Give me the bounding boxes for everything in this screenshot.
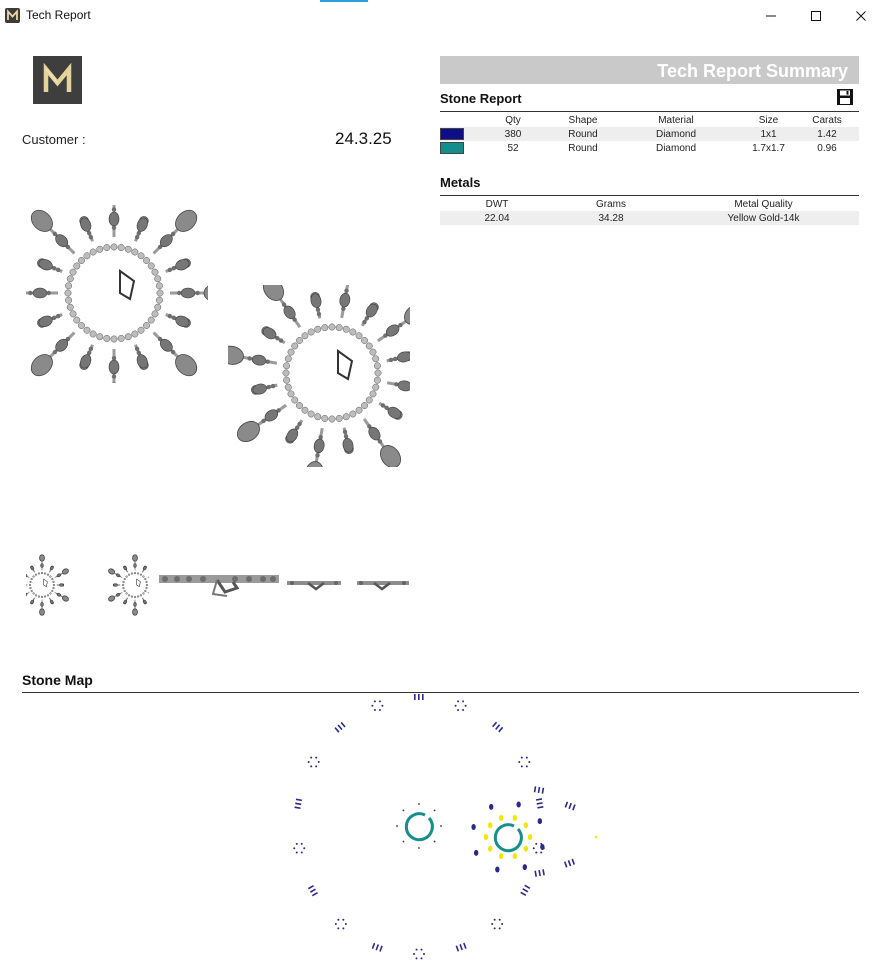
- thumbnail-front-view[interactable]: [26, 542, 78, 628]
- metal-quality-column-header: Metal Quality: [734, 198, 793, 210]
- metal-dwt: 22.04: [440, 211, 554, 225]
- report-date: 24.3.25: [335, 129, 392, 148]
- table-row[interactable]: [440, 211, 859, 225]
- stone-carats: 1.42: [795, 127, 859, 141]
- tech-report-summary-banner: Tech Report Summary: [440, 56, 859, 84]
- stone-shape: Round: [556, 127, 610, 141]
- stone-material: Diamond: [655, 142, 697, 154]
- metals-header-row: [440, 197, 859, 211]
- stone-material: Diamond: [610, 127, 742, 141]
- stone-qty: 52: [507, 142, 519, 154]
- size-column-header: Size: [758, 114, 779, 126]
- qty-column-header: Qty: [505, 114, 521, 126]
- shape-column-header: Shape: [568, 114, 598, 126]
- save-icon[interactable]: [836, 88, 854, 106]
- maximize-button[interactable]: [793, 0, 839, 31]
- table-row[interactable]: [440, 127, 859, 141]
- close-button[interactable]: [838, 0, 878, 31]
- maximize-icon: [810, 10, 822, 22]
- stone-report-table: [440, 113, 859, 155]
- title-bar: [0, 0, 878, 31]
- stone-size: 1.7x1.7: [752, 142, 785, 154]
- window-title: Tech Report: [26, 8, 91, 22]
- stone-map-title: Stone Map: [22, 672, 93, 688]
- thumbnail-back-view[interactable]: [97, 542, 149, 628]
- table-row[interactable]: [440, 141, 859, 155]
- thumbnail-edge-view-2[interactable]: [356, 574, 410, 594]
- stone-qty: 380: [470, 127, 556, 141]
- carats-column-header: Carats: [812, 114, 842, 126]
- minimize-button[interactable]: [748, 0, 794, 31]
- metals-table: [440, 197, 859, 225]
- stone-map-canvas[interactable]: [22, 694, 859, 974]
- minimize-icon: [765, 10, 777, 22]
- thumbnail-side-view[interactable]: [157, 568, 281, 600]
- stone-carats: 0.96: [817, 142, 837, 154]
- stone-report-divider: [440, 111, 859, 112]
- stone-shape: Round: [568, 142, 598, 154]
- title-bar-accent: [320, 0, 368, 2]
- stone-map-divider: [22, 692, 859, 693]
- earring-render-angle: [228, 285, 410, 467]
- earring-render-top: [26, 205, 208, 383]
- close-icon: [855, 10, 867, 22]
- metal-grams: 34.28: [554, 211, 668, 225]
- metals-divider: [440, 195, 859, 196]
- app-logo-icon: [5, 8, 20, 23]
- customer-label: Customer :: [22, 132, 86, 147]
- stone-size: 1x1: [742, 127, 795, 141]
- dwt-column-header: DWT: [485, 198, 509, 210]
- company-logo: [33, 56, 82, 104]
- stone-report-title: Stone Report: [440, 91, 522, 106]
- material-column-header: Material: [658, 114, 694, 126]
- stone-report-header-row: [440, 113, 859, 127]
- metals-title: Metals: [440, 175, 481, 190]
- grams-column-header: Grams: [596, 198, 626, 210]
- color-column-header: [440, 113, 470, 127]
- thumbnail-edge-view[interactable]: [286, 574, 342, 594]
- metal-quality: Yellow Gold-14k: [668, 211, 859, 225]
- stone-color-swatch: [440, 128, 464, 140]
- stone-color-swatch: [440, 142, 464, 154]
